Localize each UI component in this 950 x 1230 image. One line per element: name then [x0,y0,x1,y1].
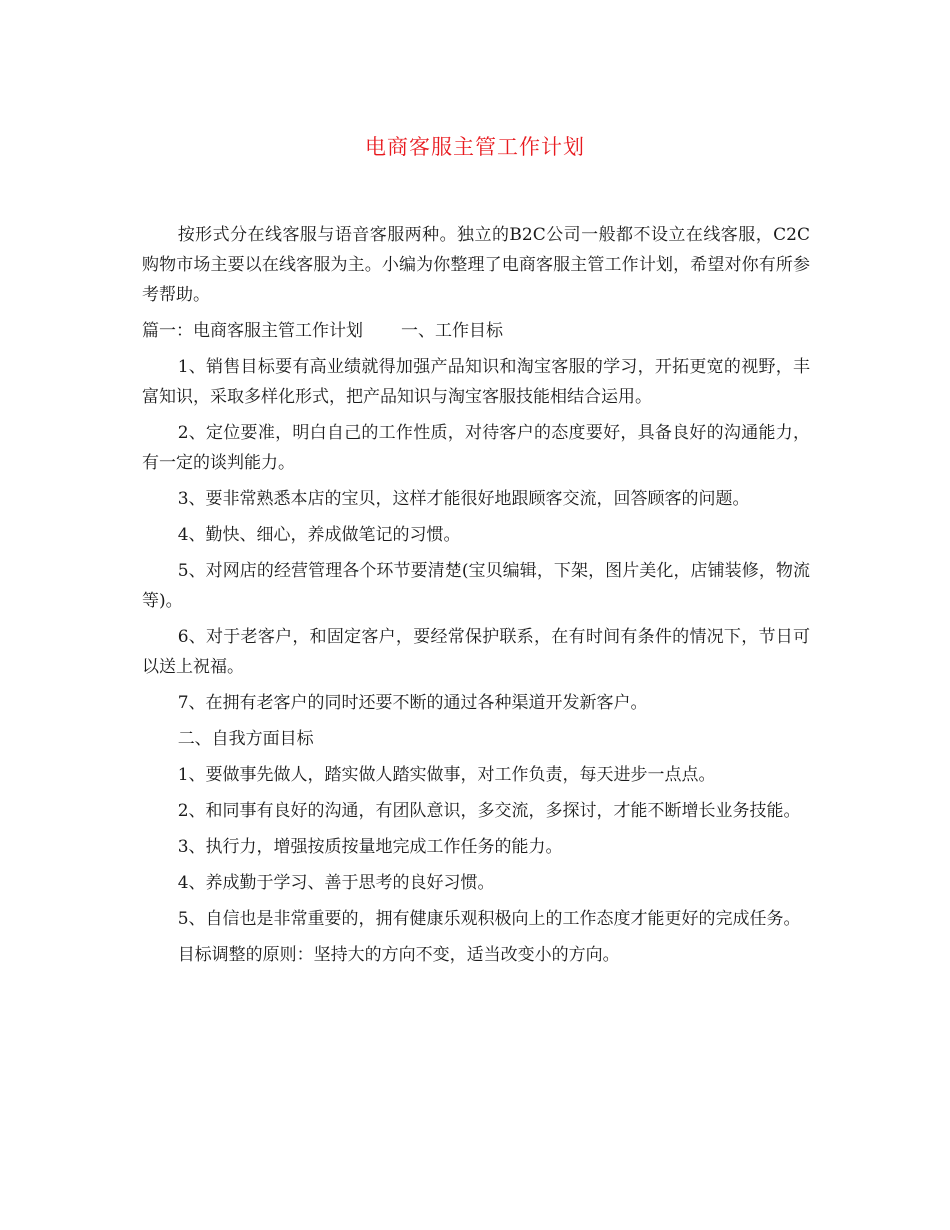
goal-work-item: 3、要非常熟悉本店的宝贝，这样才能很好地跟顾客交流，回答顾客的问题。 [177,489,750,509]
goal-self-item: 5、自信也是非常重要的，拥有健康乐观积极向上的工作态度才能更好的完成任务。 [177,909,801,929]
goal-work-item: 6、对于老客户，和固定客户，要经常保护联系，在有时间有条件的情况下，节日可以送上祝福。 [142,627,810,677]
document-title: 电商客服主管工作计划 [365,135,585,159]
goal-work-item: 5、对网店的经营管理各个环节要清楚(宝贝编辑，下架，图片美化，店铺装修，物流等)。 [142,561,810,611]
principle-paragraph: 目标调整的原则：坚持大的方向不变，适当改变小的方向。 [177,945,620,965]
goal-work-item: 2、定位要准，明白自己的工作性质，对待客户的态度要好，具备良好的沟通能力，有一定的谈判能力。 [142,423,810,473]
goal-self-item: 4、养成勤于学习、善于思考的良好习惯。 [177,873,495,893]
goal-work-item: 1、销售目标要有高业绩就得加强产品知识和淘宝客服的学习，开拓更宽的视野，丰富知识，采取多样化形式，把产品知识与淘宝客服技能相结合运用。 [142,357,810,407]
goal-self-item: 2、和同事有良好的沟通，有团队意识，多交流，多探讨，才能不断增长业务技能。 [177,801,801,821]
goal-self-item: 3、执行力，增强按质按量地完成工作任务的能力。 [177,837,563,857]
section1-heading-line [142,316,810,346]
goal-self-item: 1、要做事先做人，踏实做人踏实做事，对工作负责，每天进步一点点。 [177,765,716,785]
document-body [142,220,810,976]
section1-subheading: 一、工作目标 [401,321,503,341]
section2-heading: 二、自我方面目标 [177,729,314,749]
section1-heading: 篇一：电商客服主管工作计划 [142,321,363,341]
goal-work-item: 4、勤快、细心，养成做笔记的习惯。 [177,525,461,545]
goal-work-item: 7、在拥有老客户的同时还要不断的通过各种渠道开发新客户。 [177,693,648,713]
intro-paragraph: 按形式分在线客服与语音客服两种。独立的B2C公司一般都不设立在线客服，C2C购物市场主要以在线客服为主。小编为你整理了电商客服主管工作计划，希望对你有所参考帮助。 [142,225,810,305]
